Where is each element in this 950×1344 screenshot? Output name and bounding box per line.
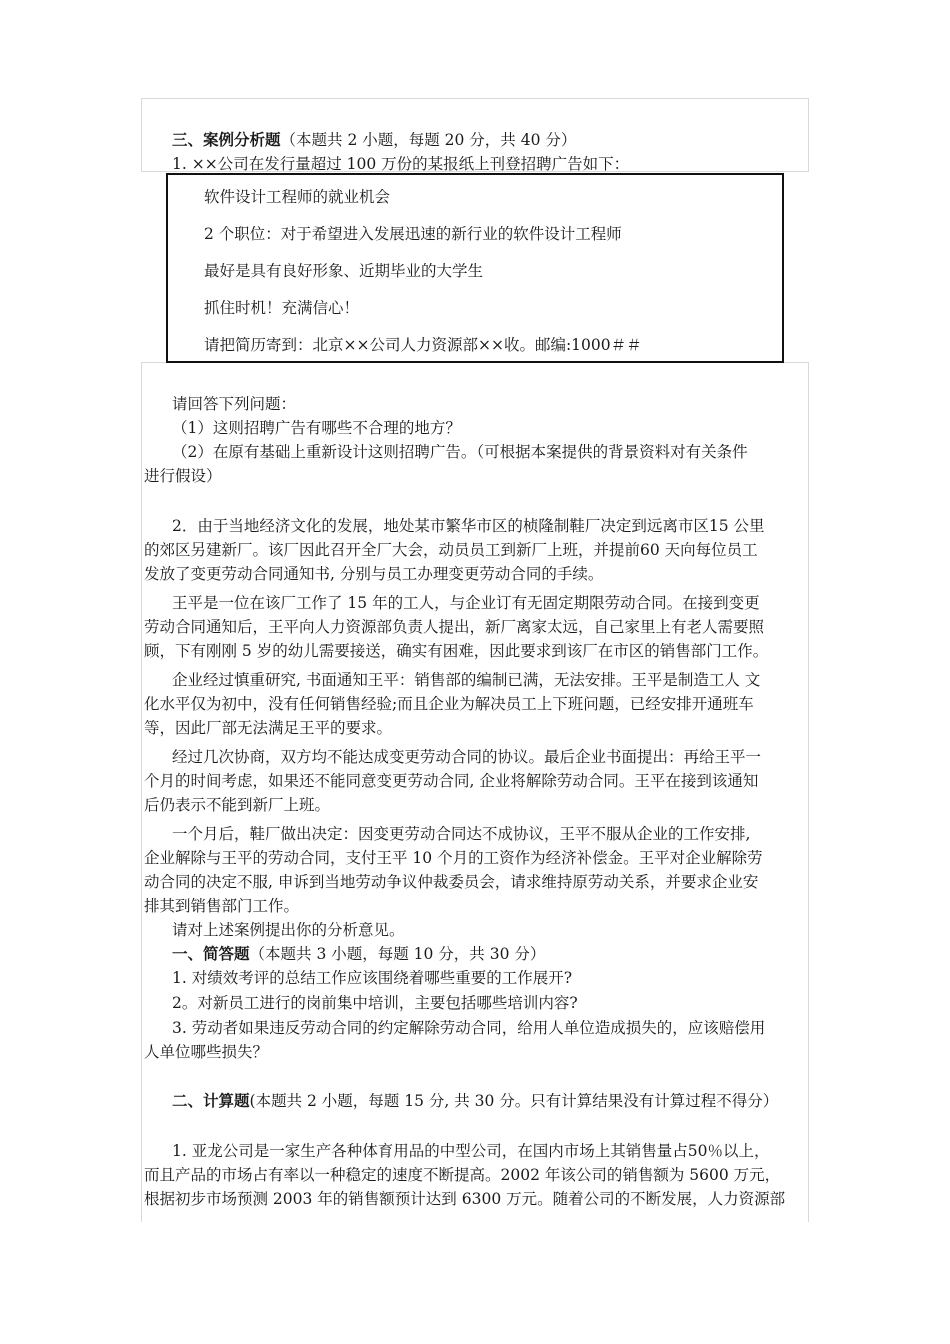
section2-line: 1. 亚龙公司是一家生产各种体育用品的中型公司，在国内市场上其销售量占50％以上，	[172, 1142, 770, 1160]
case2-line: 2．由于当地经济文化的发展，地处某市繁华市区的桢隆制鞋厂决定到远离市区15 公里	[172, 517, 765, 535]
case2-line: 企业经过慎重研究, 书面通知王平：销售部的编制已满，无法安排。王平是制造工人 文	[172, 671, 761, 689]
case2-line: 个月的时间考虑，如果还不能同意变更劳动合同, 企业将解除劳动合同。王平在接到该通知	[144, 772, 759, 790]
case2-line: 一个月后，鞋厂做出决定：因变更劳动合同达不成协议，王平不服从企业的工作安排,	[172, 825, 751, 843]
q1-intro: 1. ××公司在发行量超过 100 万份的某报纸上刊登招聘广告如下：	[172, 155, 630, 173]
q1-question-2: （2）在原有基础上重新设计这则招聘广告。（可根据本案提供的背景资料对有关条件	[172, 443, 748, 461]
section2-heading: 二、计算题	[172, 1091, 250, 1110]
section3-heading-note: （本题共 2 小题，每题 20 分，共 40 分）	[280, 131, 577, 149]
q1-question-1: （1）这则招聘广告有哪些不合理的地方？	[172, 419, 461, 437]
section2-line: 根据初步市场预测 2003 年的销售额预计达到 6300 万元。随着公司的不断发展，人力资源部	[144, 1190, 786, 1208]
case2-line: 后仍表示不能到新厂上班。	[144, 796, 331, 814]
case2-line: 请对上述案例提出你的分析意见。	[172, 921, 405, 939]
case2-line: 经过几次协商，双方均不能达成变更劳动合同的协议。最后企业书面提出：再给王平一	[172, 748, 762, 766]
section1-q3: 3. 劳动者如果违反劳动合同的约定解除劳动合同，给用人单位造成损失的，应该赔偿用	[172, 1019, 766, 1037]
ad-line: 抓住时机！充满信心！	[204, 299, 360, 317]
case2-line: 的郊区另建新厂。该厂因此召开全厂大会，动员员工到新厂上班，并提前60 天向每位员工	[144, 541, 758, 559]
ad-line: 软件设计工程师的就业机会	[204, 188, 391, 206]
section3-heading-line	[172, 128, 576, 152]
section1-heading-note: （本题共 3 小题，每题 10 分，共 30 分）	[249, 945, 546, 963]
section1-heading-line	[172, 942, 545, 966]
case2-line: 王平是一位在该厂工作了 15 年的工人，与企业订有无固定期限劳动合同。在接到变更	[172, 594, 760, 612]
section2-heading-line	[172, 1089, 778, 1113]
job-ad-box	[166, 173, 784, 363]
case2-line: 等，因此厂部无法满足王平的要求。	[144, 719, 393, 737]
q1-question-2-cont: 进行假设）	[144, 467, 222, 485]
ad-line: 请把简历寄到：北京××公司人力资源部××收。邮编:1000＃＃	[204, 336, 642, 354]
section3-heading: 三、案例分析题	[172, 130, 281, 149]
case2-line: 动合同的决定不服, 申诉到当地劳动争议仲裁委员会，请求维持原劳动关系，并要求企业安	[144, 873, 759, 891]
q1-lead: 请回答下列问题：	[172, 395, 297, 413]
section2-heading-note: (本题共 2 小题，每题 15 分, 共 30 分。只有计算结果没有计算过程不得分）	[249, 1092, 779, 1110]
case2-line: 发放了变更劳动合同通知书, 分别与员工办理变更劳动合同的手续。	[144, 565, 604, 583]
case2-line: 劳动合同通知后，王平向人力资源部负责人提出，新厂离家太远，自己家里上有老人需要照	[144, 618, 765, 636]
case2-line: 排其到销售部门工作。	[144, 897, 300, 915]
case2-line: 企业解除与王平的劳动合同，支付王平 10 个月的工资作为经济补偿金。王平对企业解除劳	[144, 849, 763, 867]
section1-q2: 2。对新员工进行的岗前集中培训，主要包括哪些培训内容?	[172, 994, 578, 1012]
ad-line: 最好是具有良好形象、近期毕业的大学生	[204, 262, 484, 280]
case2-line: 化水平仅为初中，没有任何销售经验;而且企业为解决员工上下班问题，已经安排开通班车	[144, 695, 754, 713]
case2-line: 顾，下有刚刚 5 岁的幼儿需要接送，确实有困难，因此要求到该厂在市区的销售部门工作。	[144, 642, 769, 660]
section1-q1: 1. 对绩效考评的总结工作应该围绕着哪些重要的工作展开?	[172, 969, 573, 987]
section1-heading: 一、简答题	[172, 944, 250, 963]
ad-line: 2 个职位：对于希望进入发展迅速的新行业的软件设计工程师	[204, 225, 622, 243]
section1-q3-cont: 人单位哪些损失？	[144, 1043, 269, 1061]
section2-line: 而且产品的市场占有率以一种稳定的速度不断提高。2002 年该公司的销售额为 5600 万元，	[144, 1166, 781, 1184]
